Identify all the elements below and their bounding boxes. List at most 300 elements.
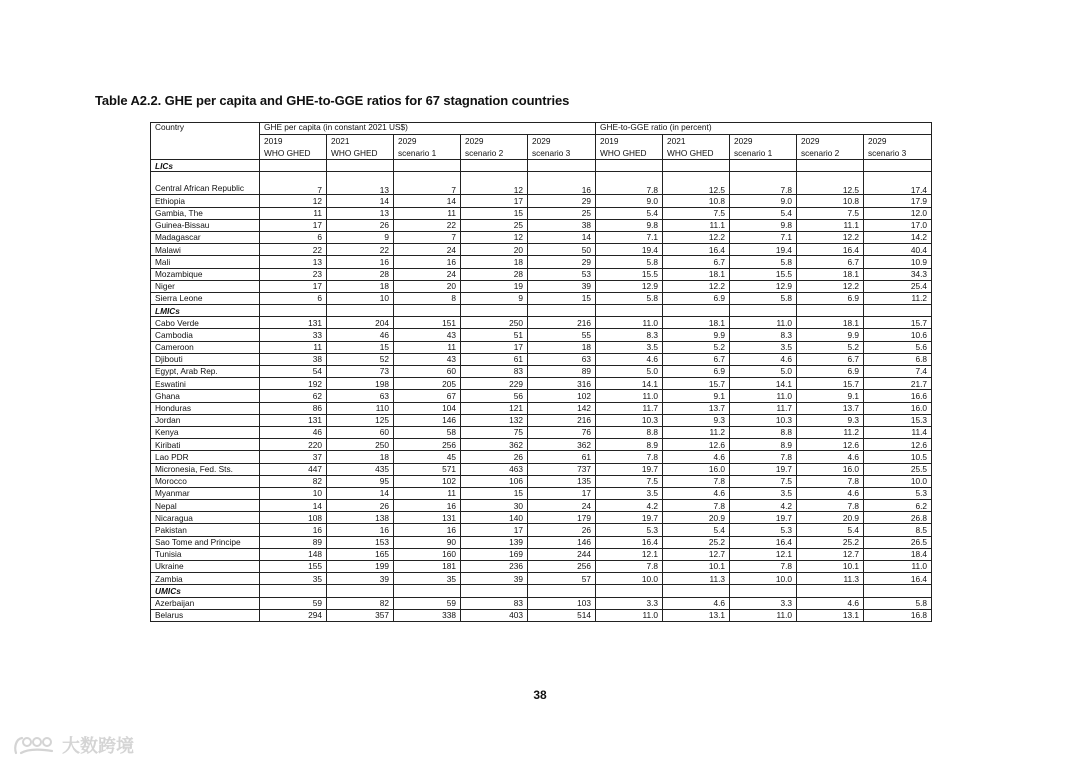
value-cell: 18: [327, 451, 394, 463]
empty-cell: [797, 585, 864, 597]
value-cell: 51: [461, 329, 528, 341]
value-cell: 20.9: [797, 512, 864, 524]
value-cell: 29: [528, 195, 596, 207]
value-cell: 20: [461, 244, 528, 256]
value-cell: 17.4: [864, 172, 932, 195]
value-cell: 13.7: [663, 402, 730, 414]
value-cell: 10.9: [864, 256, 932, 268]
value-cell: 40.4: [864, 244, 932, 256]
value-cell: 11.2: [864, 292, 932, 304]
value-cell: 11.4: [864, 426, 932, 438]
empty-cell: [864, 160, 932, 172]
table-row: [151, 451, 932, 463]
country-cell: Ukraine: [151, 561, 260, 573]
table-row: [151, 561, 932, 573]
value-cell: 4.6: [663, 451, 730, 463]
country-cell: Nicaragua: [151, 512, 260, 524]
value-cell: 59: [394, 597, 461, 609]
value-cell: 5.0: [596, 366, 663, 378]
value-cell: 14.1: [596, 378, 663, 390]
value-cell: 5.4: [797, 524, 864, 536]
table-row: [151, 475, 932, 487]
value-cell: 13.7: [797, 402, 864, 414]
value-cell: 6.7: [663, 256, 730, 268]
value-cell: 11.0: [730, 317, 797, 329]
value-cell: 14: [528, 231, 596, 243]
section-row: [151, 305, 932, 317]
page-title: Table A2.2. GHE per capita and GHE-to-GGE ratios for 67 stagnation countries: [95, 93, 570, 108]
value-cell: 16.0: [663, 463, 730, 475]
subheader-line: scenario 1: [398, 148, 437, 159]
empty-cell: [596, 160, 663, 172]
value-cell: 10.0: [730, 573, 797, 585]
value-cell: 153: [327, 536, 394, 548]
value-cell: 82: [260, 475, 327, 487]
value-cell: 56: [461, 390, 528, 402]
table-row: [151, 366, 932, 378]
value-cell: 25.2: [663, 536, 730, 548]
value-cell: 18.1: [663, 317, 730, 329]
country-cell: Belarus: [151, 609, 260, 621]
value-cell: 256: [394, 439, 461, 451]
value-cell: 132: [461, 414, 528, 426]
country-cell: Guinea-Bissau: [151, 219, 260, 231]
value-cell: 15.7: [864, 317, 932, 329]
value-cell: 7.5: [797, 207, 864, 219]
empty-cell: [394, 585, 461, 597]
value-cell: 138: [327, 512, 394, 524]
subheader-cell: [596, 135, 663, 160]
value-cell: 17: [461, 524, 528, 536]
subheader-line: WHO GHED: [600, 148, 647, 159]
value-cell: 19.4: [730, 244, 797, 256]
value-cell: 7.8: [730, 561, 797, 573]
country-cell: Kiribati: [151, 439, 260, 451]
value-cell: 89: [528, 366, 596, 378]
table-row: [151, 219, 932, 231]
value-cell: 39: [327, 573, 394, 585]
table-row: [151, 341, 932, 353]
subheader-line: scenario 2: [465, 148, 504, 159]
country-cell: Mozambique: [151, 268, 260, 280]
table-row: [151, 487, 932, 499]
value-cell: 22: [327, 244, 394, 256]
value-cell: 12.2: [663, 231, 730, 243]
value-cell: 6.7: [797, 256, 864, 268]
value-cell: 6.2: [864, 500, 932, 512]
value-cell: 9.1: [663, 390, 730, 402]
value-cell: 110: [327, 402, 394, 414]
table-row: [151, 172, 932, 195]
subheader-line: 2029: [465, 136, 484, 147]
value-cell: 7.4: [864, 366, 932, 378]
value-cell: 19.7: [596, 463, 663, 475]
value-cell: 11.1: [797, 219, 864, 231]
value-cell: 5.2: [663, 341, 730, 353]
value-cell: 7.8: [596, 561, 663, 573]
empty-cell: [528, 160, 596, 172]
table-row: [151, 536, 932, 548]
empty-cell: [663, 585, 730, 597]
value-cell: 3.5: [730, 341, 797, 353]
value-cell: 4.2: [730, 500, 797, 512]
value-cell: 192: [260, 378, 327, 390]
value-cell: 19.7: [730, 512, 797, 524]
value-cell: 216: [528, 317, 596, 329]
value-cell: 11: [394, 487, 461, 499]
value-cell: 108: [260, 512, 327, 524]
table-row: [151, 256, 932, 268]
value-cell: 46: [260, 426, 327, 438]
subheader-cell: [394, 135, 461, 160]
table-row: [151, 402, 932, 414]
value-cell: 15: [528, 292, 596, 304]
value-cell: 9: [327, 231, 394, 243]
table-row: [151, 500, 932, 512]
empty-cell: [797, 305, 864, 317]
value-cell: 15.3: [864, 414, 932, 426]
table-row: [151, 573, 932, 585]
value-cell: 165: [327, 548, 394, 560]
value-cell: 26: [327, 219, 394, 231]
value-cell: 16: [528, 172, 596, 195]
value-cell: 29: [528, 256, 596, 268]
value-cell: 3.5: [596, 341, 663, 353]
empty-cell: [461, 585, 528, 597]
value-cell: 11.0: [596, 609, 663, 621]
value-cell: 10.0: [596, 573, 663, 585]
value-cell: 10.8: [797, 195, 864, 207]
value-cell: 199: [327, 561, 394, 573]
value-cell: 198: [327, 378, 394, 390]
value-cell: 8: [394, 292, 461, 304]
empty-cell: [327, 305, 394, 317]
empty-cell: [394, 305, 461, 317]
section-label: LMICs: [151, 305, 260, 317]
table-row: [151, 378, 932, 390]
value-cell: 12.7: [663, 548, 730, 560]
value-cell: 12.1: [730, 548, 797, 560]
country-cell: Gambia, The: [151, 207, 260, 219]
table-row: [151, 548, 932, 560]
value-cell: 15: [461, 207, 528, 219]
value-cell: 15.7: [797, 378, 864, 390]
value-cell: 12.6: [663, 439, 730, 451]
country-cell: Cambodia: [151, 329, 260, 341]
value-cell: 12.6: [797, 439, 864, 451]
value-cell: 18: [528, 341, 596, 353]
section-row: [151, 585, 932, 597]
value-cell: 7: [260, 172, 327, 195]
value-cell: 54: [260, 366, 327, 378]
value-cell: 21.7: [864, 378, 932, 390]
value-cell: 6.9: [797, 292, 864, 304]
subheader-cell: [528, 135, 596, 160]
value-cell: 24: [394, 268, 461, 280]
value-cell: 11: [394, 207, 461, 219]
value-cell: 3.3: [730, 597, 797, 609]
value-cell: 24: [528, 500, 596, 512]
value-cell: 22: [394, 219, 461, 231]
value-cell: 18.1: [663, 268, 730, 280]
value-cell: 90: [394, 536, 461, 548]
value-cell: 25.5: [864, 463, 932, 475]
value-cell: 8.8: [730, 426, 797, 438]
value-cell: 18.1: [797, 268, 864, 280]
subheader-cell: [327, 135, 394, 160]
value-cell: 63: [327, 390, 394, 402]
country-cell: Azerbaijan: [151, 597, 260, 609]
value-cell: 14: [394, 195, 461, 207]
value-cell: 229: [461, 378, 528, 390]
table-row: [151, 414, 932, 426]
value-cell: 11.0: [730, 609, 797, 621]
value-cell: 5.0: [730, 366, 797, 378]
empty-cell: [730, 305, 797, 317]
table-row: [151, 524, 932, 536]
table-row: [151, 390, 932, 402]
value-cell: 13: [327, 207, 394, 219]
table-row: [151, 317, 932, 329]
value-cell: 15: [327, 341, 394, 353]
value-cell: 10.3: [730, 414, 797, 426]
subheader-cell: [730, 135, 797, 160]
value-cell: 181: [394, 561, 461, 573]
subheader-line: WHO GHED: [264, 148, 311, 159]
country-cell: Eswatini: [151, 378, 260, 390]
country-cell: Djibouti: [151, 353, 260, 365]
value-cell: 4.2: [596, 500, 663, 512]
value-cell: 11: [260, 207, 327, 219]
country-cell: Cabo Verde: [151, 317, 260, 329]
value-cell: 73: [327, 366, 394, 378]
value-cell: 6.8: [864, 353, 932, 365]
value-cell: 9.3: [663, 414, 730, 426]
empty-cell: [260, 585, 327, 597]
value-cell: 5.3: [864, 487, 932, 499]
value-cell: 16.8: [864, 609, 932, 621]
table-header: [151, 123, 932, 160]
value-cell: 9: [461, 292, 528, 304]
value-cell: 5.8: [730, 256, 797, 268]
value-cell: 12.5: [797, 172, 864, 195]
value-cell: 4.6: [663, 487, 730, 499]
value-cell: 9.9: [797, 329, 864, 341]
value-cell: 25.4: [864, 280, 932, 292]
value-cell: 403: [461, 609, 528, 621]
value-cell: 11: [260, 341, 327, 353]
empty-cell: [797, 160, 864, 172]
value-cell: 13.1: [797, 609, 864, 621]
section-label: LICs: [151, 160, 260, 172]
empty-cell: [327, 585, 394, 597]
value-cell: 26: [327, 500, 394, 512]
value-cell: 89: [260, 536, 327, 548]
value-cell: 737: [528, 463, 596, 475]
value-cell: 121: [461, 402, 528, 414]
value-cell: 16.4: [663, 244, 730, 256]
country-cell: Kenya: [151, 426, 260, 438]
empty-cell: [663, 160, 730, 172]
value-cell: 57: [528, 573, 596, 585]
value-cell: 142: [528, 402, 596, 414]
value-cell: 15.5: [730, 268, 797, 280]
value-cell: 11: [394, 341, 461, 353]
value-cell: 14: [327, 487, 394, 499]
country-cell: Egypt, Arab Rep.: [151, 366, 260, 378]
country-cell: Jordan: [151, 414, 260, 426]
value-cell: 7.8: [596, 172, 663, 195]
subheader-line: scenario 2: [801, 148, 840, 159]
empty-cell: [260, 305, 327, 317]
value-cell: 7.1: [596, 231, 663, 243]
value-cell: 135: [528, 475, 596, 487]
country-cell: Myanmar: [151, 487, 260, 499]
value-cell: 7.8: [663, 500, 730, 512]
value-cell: 38: [260, 353, 327, 365]
subheader-line: 2019: [600, 136, 619, 147]
value-cell: 4.6: [797, 487, 864, 499]
value-cell: 7.8: [730, 172, 797, 195]
value-cell: 5.8: [596, 292, 663, 304]
value-cell: 12.9: [730, 280, 797, 292]
table-row: [151, 280, 932, 292]
value-cell: 125: [327, 414, 394, 426]
table-row: [151, 512, 932, 524]
value-cell: 10: [260, 487, 327, 499]
value-cell: 8.9: [596, 439, 663, 451]
value-cell: 12: [461, 172, 528, 195]
value-cell: 17: [461, 341, 528, 353]
country-column-header: Country: [151, 123, 260, 160]
value-cell: 18.1: [797, 317, 864, 329]
value-cell: 131: [260, 317, 327, 329]
subheader-line: scenario 1: [734, 148, 773, 159]
value-cell: 131: [260, 414, 327, 426]
country-cell: Lao PDR: [151, 451, 260, 463]
subheader-cell: [461, 135, 528, 160]
value-cell: 34.3: [864, 268, 932, 280]
value-cell: 3.3: [596, 597, 663, 609]
value-cell: 9.0: [596, 195, 663, 207]
value-cell: 17.9: [864, 195, 932, 207]
table-row: [151, 329, 932, 341]
value-cell: 76: [528, 426, 596, 438]
value-cell: 16.4: [730, 536, 797, 548]
country-cell: Sierra Leone: [151, 292, 260, 304]
value-cell: 9.8: [596, 219, 663, 231]
ghe-to-gge-group-header: GHE-to-GGE ratio (in percent): [596, 123, 932, 135]
value-cell: 12.2: [663, 280, 730, 292]
empty-cell: [596, 585, 663, 597]
watermark-logo-icon: [12, 733, 58, 757]
value-cell: 83: [461, 597, 528, 609]
value-cell: 24: [394, 244, 461, 256]
value-cell: 179: [528, 512, 596, 524]
value-cell: 5.3: [730, 524, 797, 536]
subheader-line: scenario 3: [532, 148, 571, 159]
country-cell: Ghana: [151, 390, 260, 402]
value-cell: 9.9: [663, 329, 730, 341]
value-cell: 18: [327, 280, 394, 292]
value-cell: 17: [260, 280, 327, 292]
value-cell: 22: [260, 244, 327, 256]
value-cell: 4.6: [730, 353, 797, 365]
value-cell: 10: [327, 292, 394, 304]
table-row: [151, 353, 932, 365]
value-cell: 6.7: [797, 353, 864, 365]
value-cell: 11.0: [596, 390, 663, 402]
value-cell: 19.7: [596, 512, 663, 524]
subheader-line: 2029: [734, 136, 753, 147]
value-cell: 28: [327, 268, 394, 280]
subheader-cell: [864, 135, 932, 160]
value-cell: 7.8: [797, 475, 864, 487]
country-cell: Niger: [151, 280, 260, 292]
value-cell: 16.4: [864, 573, 932, 585]
value-cell: 58: [394, 426, 461, 438]
value-cell: 9.3: [797, 414, 864, 426]
value-cell: 5.6: [864, 341, 932, 353]
value-cell: 17: [528, 487, 596, 499]
subheader-line: 2029: [801, 136, 820, 147]
value-cell: 60: [394, 366, 461, 378]
value-cell: 13: [327, 172, 394, 195]
table-row: [151, 609, 932, 621]
value-cell: 16: [327, 524, 394, 536]
subheader-line: 2029: [868, 136, 887, 147]
empty-cell: [528, 305, 596, 317]
country-cell: Central African Republic: [151, 172, 260, 195]
value-cell: 10.1: [797, 561, 864, 573]
value-cell: 25: [528, 207, 596, 219]
table-row: [151, 292, 932, 304]
value-cell: 14.1: [730, 378, 797, 390]
value-cell: 26: [528, 524, 596, 536]
value-cell: 104: [394, 402, 461, 414]
value-cell: 7.5: [730, 475, 797, 487]
value-cell: 16: [394, 500, 461, 512]
value-cell: 12.2: [797, 231, 864, 243]
value-cell: 6.9: [797, 366, 864, 378]
value-cell: 11.2: [663, 426, 730, 438]
table-row: [151, 463, 932, 475]
value-cell: 82: [327, 597, 394, 609]
value-cell: 6.9: [663, 366, 730, 378]
value-cell: 250: [461, 317, 528, 329]
value-cell: 23: [260, 268, 327, 280]
empty-cell: [461, 160, 528, 172]
value-cell: 7.8: [797, 500, 864, 512]
table-row: [151, 195, 932, 207]
subheader-line: 2019: [264, 136, 283, 147]
value-cell: 14: [327, 195, 394, 207]
value-cell: 17: [260, 219, 327, 231]
value-cell: 11.1: [663, 219, 730, 231]
value-cell: 8.3: [730, 329, 797, 341]
empty-cell: [596, 305, 663, 317]
ghe-per-capita-group-header: GHE per capita (in constant 2021 US$): [260, 123, 596, 135]
value-cell: 35: [394, 573, 461, 585]
value-cell: 60: [327, 426, 394, 438]
value-cell: 204: [327, 317, 394, 329]
value-cell: 12.2: [797, 280, 864, 292]
table-body: [151, 160, 932, 622]
value-cell: 447: [260, 463, 327, 475]
value-cell: 10.3: [596, 414, 663, 426]
value-cell: 95: [327, 475, 394, 487]
value-cell: 10.6: [864, 329, 932, 341]
